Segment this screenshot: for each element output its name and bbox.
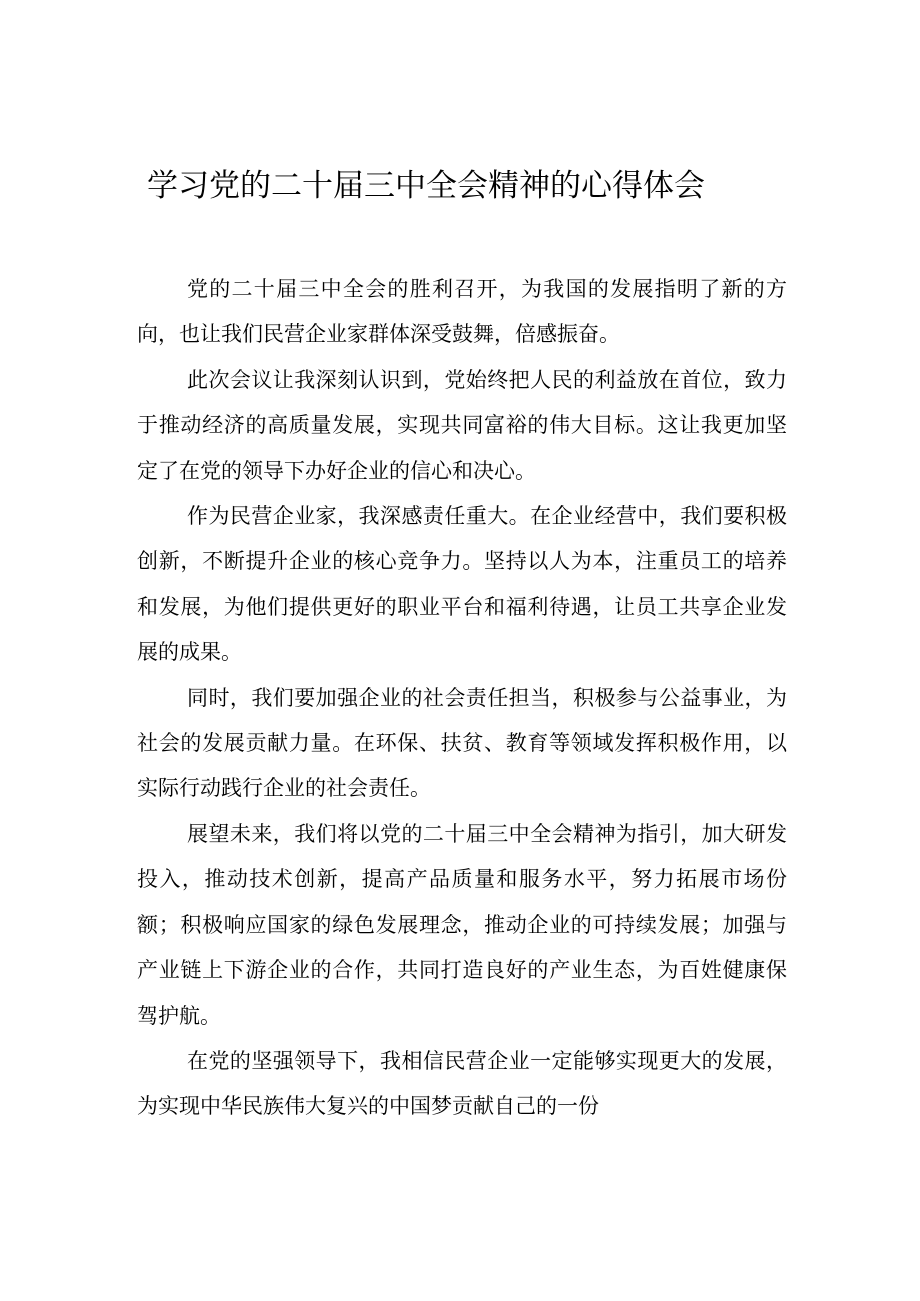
document-title: 学习党的二十届三中全会精神的心得体会 [147,168,705,204]
paragraph-2: 此次会议让我深刻认识到，党始终把人民的利益放在首位，致力于推动经济的高质量发展，实现共同富裕的伟大目标。这让我更加坚定了在党的领导下办好企业的信心和决心。 [137,367,787,483]
paragraph-3: 作为民营企业家，我深感责任重大。在企业经营中，我们要积极创新，不断提升企业的核心竞争力。坚持以人为本，注重员工的培养和发展，为他们提供更好的职业平台和福利待遇，让员工共享企业发展的成果。 [137,504,787,665]
paragraph-5: 展望未来，我们将以党的二十届三中全会精神为指引，加大研发投入，推动技术创新，提高产品质量和服务水平，努力拓展市场份额；积极响应国家的绿色发展理念，推动企业的可持续发展；加强与产业链上下游企业的合作，共同打造良好的产业生态，为百姓健康保驾护航。 [137,821,787,1028]
paragraph-4: 同时，我们要加强企业的社会责任担当，积极参与公益事业，为社会的发展贡献力量。在环保、扶贫、教育等领域发挥积极作用，以实际行动践行企业的社会责任。 [137,685,787,801]
paragraph-6: 在党的坚强领导下，我相信民营企业一定能够实现更大的发展，为实现中华民族伟大复兴的中国梦贡献自己的一份 [137,1048,787,1119]
document-body [137,267,787,1130]
paragraph-1: 党的二十届三中全会的胜利召开，为我国的发展指明了新的方向，也让我们民营企业家群体深受鼓舞，倍感振奋。 [137,277,787,347]
